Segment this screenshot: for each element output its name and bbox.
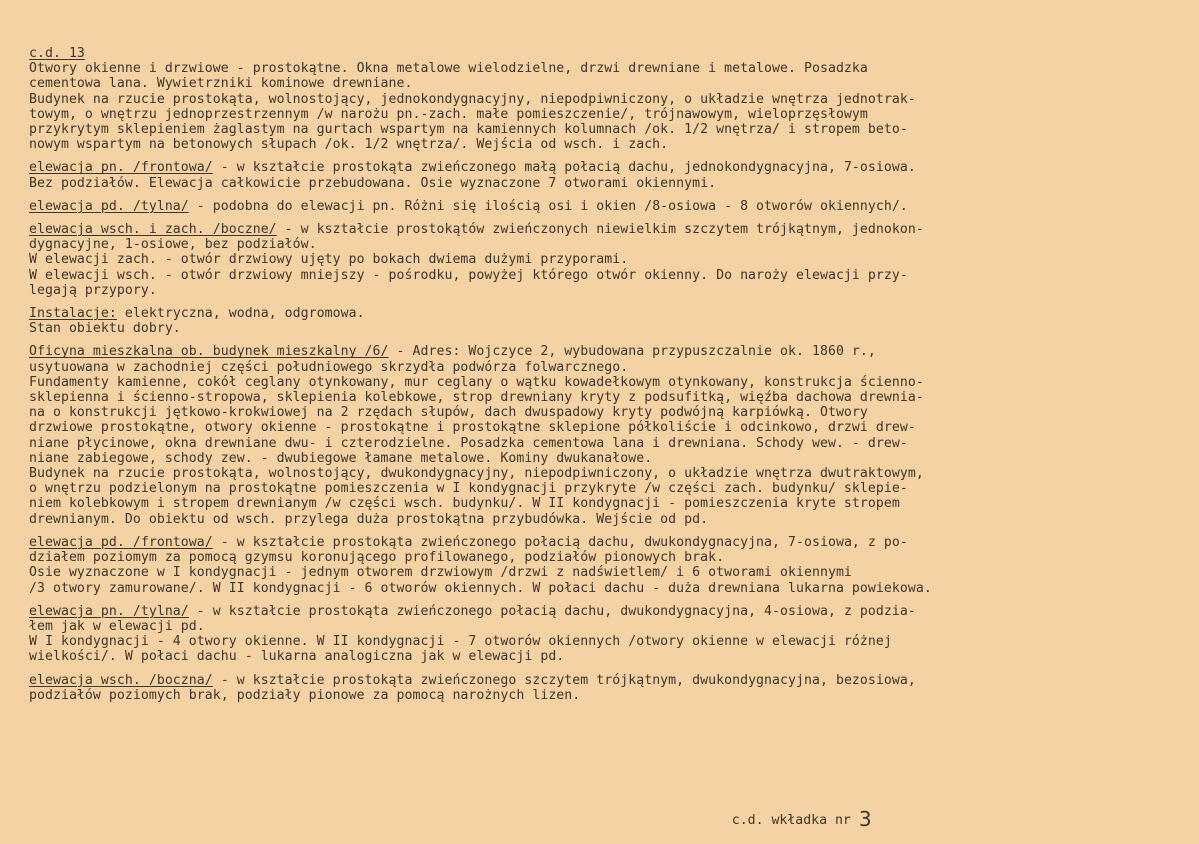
text-line	[29, 375, 1189, 390]
paragraph	[29, 344, 1189, 526]
text-line	[29, 481, 1189, 496]
text-line	[29, 268, 1189, 283]
text-segment: niane zabiegowe, schody zew. - dwubiegowe łamane metalowe. Kominy dwukanałowe.	[29, 450, 653, 466]
continuation-note	[700, 790, 872, 844]
text-segment: Budynek na rzucie prostokąta, wolnostojący, jednokondygnacyjny, niepodpiwniczony, o układzie wnętrza jednotrak-	[29, 91, 916, 107]
text-line	[29, 137, 1189, 152]
text-segment: W I kondygnacji - 4 otwory okienne. W II kondygnacji - 7 otworów okiennych /otwory okienne w elewacji różnej	[29, 634, 892, 650]
text-segment: niane płycinowe, okna drewniane dwu- i czterodzielne. Posadzka cementowa lana i drewniana. Schody wew. - drew-	[29, 435, 908, 451]
text-line	[29, 306, 1189, 321]
section-heading: Oficyna mieszkalna ob. budynek mieszkalny /6/	[29, 344, 389, 360]
text-line	[29, 122, 1189, 137]
page-heading: c.d. 13	[29, 46, 85, 61]
text-segment: sklepienna i ścienno-stropowa, sklepienia kolebkowe, strop drewniany kryty z podsufitką, więźba dachowa drewnia-	[29, 390, 924, 406]
paragraph	[29, 535, 1189, 596]
text-line	[29, 222, 1189, 237]
paragraph-gap	[29, 298, 1189, 306]
text-segment: działem poziomym za pomocą gzymsu koronującego profilowanego, podziałów pionowych brak.	[29, 550, 725, 566]
text-segment: usytuowana w zachodniej części południowego skrzydła podwórza folwarcznego.	[29, 359, 629, 375]
text-line	[29, 550, 1189, 565]
section-heading: elewacja pd. /frontowa/	[29, 534, 213, 550]
text-line	[29, 76, 1189, 91]
continuation-text: c.d. wkładka nr	[731, 813, 859, 828]
text-segment: Osie wyznaczone w I kondygnacji - jednym otworem drzwiowym /drzwi z nadświetlem/ i 6 otworami okiennymi	[29, 565, 852, 581]
text-segment: nowym wspartym na betonowych słupach /ok. 1/2 wnętrza/. Wejścia od wsch. i zach.	[29, 137, 669, 153]
text-line	[29, 604, 1189, 619]
text-segment: Bez podziałów. Elewacja całkowicie przebudowana. Osie wyznaczone 7 otworami okiennymi.	[29, 175, 717, 191]
text-line	[29, 107, 1189, 122]
text-line	[29, 581, 1189, 596]
paragraph-gap	[29, 596, 1189, 604]
text-segment: o wnętrzu podzielonym na prostokątne pomieszczenia w I kondygnacji przykryte /w części zach. budynku/ sklepie-	[29, 481, 908, 497]
text-segment: towym, o wnętrzu jednoprzestrzennym /w narożu pn.-zach. małe pomieszczenie/, trójnawowym, wieloprzęsłowym	[29, 106, 868, 122]
text-line	[29, 321, 1189, 336]
text-line	[29, 199, 1189, 214]
text-line	[29, 176, 1189, 191]
paragraph-gap	[29, 191, 1189, 199]
text-segment: - w kształcie prostokąta zwieńczonego połacią dachu, dwukondygnacyjna, 4-osiowa, z podzia-	[188, 603, 916, 619]
text-segment: cementowa lana. Wywietrzniki kominowe drewniane.	[29, 76, 413, 92]
text-segment: elektryczna, wodna, odgromowa.	[116, 306, 365, 322]
text-segment: Stan obiektu dobry.	[29, 321, 181, 337]
text-segment: W elewacji wsch. - otwór drzwiowy mniejszy - pośrodku, powyżej którego otwór okienny. Do naroży elewacji przy-	[29, 267, 908, 283]
section-heading: elewacja pn. /tylna/	[29, 603, 189, 619]
text-line	[29, 496, 1189, 511]
text-line	[29, 344, 1189, 359]
text-line	[29, 673, 1189, 688]
text-segment: niem kolebkowym i stropem drewnianym /w części wsch. budynku/. W II kondygnacji - pomieszczenia kryte stropem	[29, 496, 900, 512]
text-segment: /3 otwory zamurowane/. W II kondygnacji - 6 otworów okiennych. W połaci dachu - duża drewniana lukarna powiekowa.	[29, 580, 932, 596]
paragraph-gap	[29, 336, 1189, 344]
text-segment: - w kształcie prostokątów zwieńczonych niewielkim szczytem trójkątnym, jednokon-	[276, 222, 924, 238]
text-segment: przykrytym sklepieniem żaglastym na gurtach wspartym na kamiennych kolumnach /ok. 1/2 wnętrza/ i stropem beto-	[29, 122, 908, 138]
paragraph	[29, 199, 1189, 214]
paragraph	[29, 61, 1189, 152]
text-segment: drewnianym. Do obiektu od wsch. przylega duża prostokątna przybudówka. Wejście od pd.	[29, 511, 709, 527]
text-segment: łem jak w elewacji pd.	[29, 618, 205, 634]
text-segment: Budynek na rzucie prostokąta, wolnostojący, dwukondygnacyjny, niepodpiwniczony, o układzie wnętrza dwutraktowym,	[29, 466, 924, 482]
section-heading: elewacja wsch. i zach. /boczne/	[29, 222, 277, 238]
text-segment: Fundamenty kamienne, cokół ceglany otynkowany, mur ceglany o wątku kowadełkowym otynkowany, konstrukcja ścienno-	[29, 374, 924, 390]
section-heading: elewacja wsch. /boczna/	[29, 672, 213, 688]
text-line	[29, 436, 1189, 451]
text-line	[29, 160, 1189, 175]
text-line	[29, 390, 1189, 405]
text-line	[29, 92, 1189, 107]
text-line	[29, 512, 1189, 527]
text-line	[29, 61, 1189, 76]
text-segment: - podobna do elewacji pn. Różni się ilością osi i okien /8-osiowa - 8 otworów okiennych/.	[188, 198, 908, 214]
text-segment: W elewacji zach. - otwór drzwiowy ujęty po bokach dwiema dużymi przyporami.	[29, 252, 629, 268]
paragraph	[29, 306, 1189, 336]
paragraph-gap	[29, 527, 1189, 535]
text-line	[29, 420, 1189, 435]
paragraph	[29, 673, 1189, 703]
text-segment: - w kształcie prostokąta zwieńczonego szczytem trójkątnym, dwukondygnacyjna, bezosiowa,	[212, 672, 916, 688]
text-line	[29, 634, 1189, 649]
text-segment: wielkości/. W połaci dachu - lukarna analogiczna jak w elewacji pd.	[29, 649, 565, 665]
text-segment: dygnacyjne, 1-osiowe, bez podziałów.	[29, 237, 317, 253]
text-segment: na o konstrukcji jętkowo-krokwiowej na 2 rzędach słupów, dach dwuspadowy kryty podwójną karpiówką. Otwory	[29, 405, 868, 421]
text-line	[29, 466, 1189, 481]
text-line	[29, 360, 1189, 375]
text-line	[29, 237, 1189, 252]
text-segment: - Adres: Wojczyce 2, wybudowana przypuszczalnie ok. 1860 r.,	[388, 344, 876, 360]
text-segment: - w kształcie prostokąta zwieńczonego małą połacią dachu, jednokondygnacyjna, 7-osiowa.	[212, 160, 916, 176]
text-line	[29, 405, 1189, 420]
text-segment: legają przypory.	[29, 282, 157, 298]
text-segment: drzwiowe prostokątne, otwory okienne - prostokątne i prostokątne sklepione półkoliście i odcinkowo, drzwi drew-	[29, 420, 916, 436]
text-line	[29, 649, 1189, 664]
paragraph	[29, 222, 1189, 298]
text-line	[29, 535, 1189, 550]
paragraph	[29, 604, 1189, 665]
text-segment: Otwory okienne i drzwiowe - prostokątne. Okna metalowe wielodzielne, drzwi drewniane i metalowe. Posadzka	[29, 61, 868, 77]
paragraph	[29, 160, 1189, 190]
paragraph-gap	[29, 214, 1189, 222]
paragraph-gap	[29, 665, 1189, 673]
insert-number: 3	[858, 807, 872, 831]
text-segment: podziałów poziomych brak, podziały pionowe za pomocą narożnych lizen.	[29, 687, 581, 703]
text-line	[29, 283, 1189, 298]
text-line	[29, 451, 1189, 466]
section-heading: Instalacje:	[29, 306, 117, 322]
text-line	[29, 252, 1189, 267]
section-heading: elewacja pd. /tylna/	[29, 198, 189, 214]
section-heading: elewacja pn. /frontowa/	[29, 160, 213, 176]
document-body	[29, 61, 1189, 703]
text-segment: - w kształcie prostokąta zwieńczonego połacią dachu, dwukondygnacyjna, 7-osiowa, z po-	[212, 534, 908, 550]
text-line	[29, 619, 1189, 634]
text-line	[29, 565, 1189, 580]
text-line	[29, 688, 1189, 703]
